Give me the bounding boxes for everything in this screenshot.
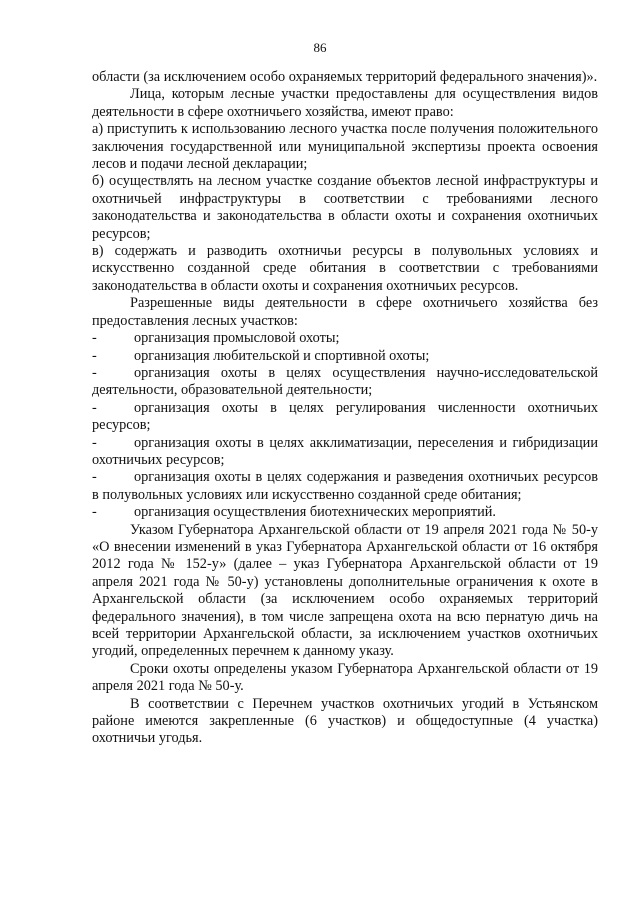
list-item-text: организация охоты в целях осуществления научно-исследовательской деятельности, образовательной деятельности; (92, 364, 598, 399)
paragraph: б) осуществлять на лесном участке создание объектов лесной инфраструктуры и охотничьей инфраструктуры в соответствии с требованиями лесного законодательства и законодательства в области охоты и сохранения охотничьих ресурсов; (92, 173, 598, 242)
list-item-text: организация охоты в целях содержания и разведения охотничьих ресурсов в полувольных условиях или искусственно созданной среде обитания; (92, 469, 598, 503)
list-item-text: организация охоты в целях регулирования численности охотничьих ресурсов; (92, 399, 598, 434)
list-item (92, 435, 598, 470)
list-item (92, 504, 598, 521)
list-item-text: организация промысловой охоты; (134, 330, 340, 347)
paragraph: в) содержать и разводить охотничьи ресурсы в полувольных условиях и искусственно созданной среде обитания в соответствии с требованиями законодательства в области охоты и сохранения охотничьих ресурсов. (92, 243, 598, 294)
paragraph: Указом Губернатора Архангельской области от 19 апреля 2021 года № 50-у «О внесении изменений в указ Губернатора Архангельской области от 16 октября 2012 года № 152-у» (далее – указ Губернатора Архангельской области от 19 апреля 2021 года № 50-у) установлены дополнительные ограничения к охоте в Архангельской области (за исключением особо охраняемых территорий федерального значения), в том числе запрещена охота на всю пернатую дичь на всей территории Архангельской области, за исключением участков охотничьих угодий, определенных перечнем к данному указу. (92, 521, 598, 660)
list-item-text: организация любительской и спортивной охоты; (134, 347, 430, 364)
paragraph: В соответствии с Перечнем участков охотничьих угодий в Устьянском районе имеются закрепленные (6 участков) и общедоступные (4 участка) охотничьи угодья. (92, 695, 598, 747)
list-dash: - (92, 330, 97, 347)
list-item (92, 400, 598, 435)
list-dash: - (92, 364, 97, 381)
paragraph: а) приступить к использованию лесного участка после получения положительного заключения государственной или муниципальной экспертизы проекта освоения лесов и подачи лесной декларации; (92, 121, 598, 173)
paragraph: Разрешенные виды деятельности в сфере охотничьего хозяйства без предоставления лесных участков: (92, 295, 598, 329)
list-item (92, 348, 598, 365)
list-item (92, 469, 598, 504)
list-dash: - (92, 434, 97, 451)
paragraph: Сроки охоты определены указом Губернатора Архангельской области от 19 апреля 2021 года № 50-у. (92, 660, 598, 695)
list-item (92, 365, 598, 400)
list-item-text: организация осуществления биотехнических мероприятий. (134, 504, 497, 521)
page-number: 86 (313, 40, 327, 55)
list-dash: - (92, 469, 97, 486)
list-dash: - (92, 399, 97, 416)
list-dash: - (92, 347, 97, 364)
list-item-text: организация охоты в целях акклиматизации, переселения и гибридизации охотничьих ресурсов; (92, 434, 598, 468)
paragraph: Лица, которым лесные участки предоставлены для осуществления видов деятельности в сфере охотничьего хозяйства, имеют право: (92, 86, 598, 120)
document-body (92, 69, 598, 748)
list-item (92, 330, 598, 347)
paragraph: области (за исключением особо охраняемых территорий федерального значения)». (92, 69, 598, 85)
list-dash: - (92, 504, 97, 521)
